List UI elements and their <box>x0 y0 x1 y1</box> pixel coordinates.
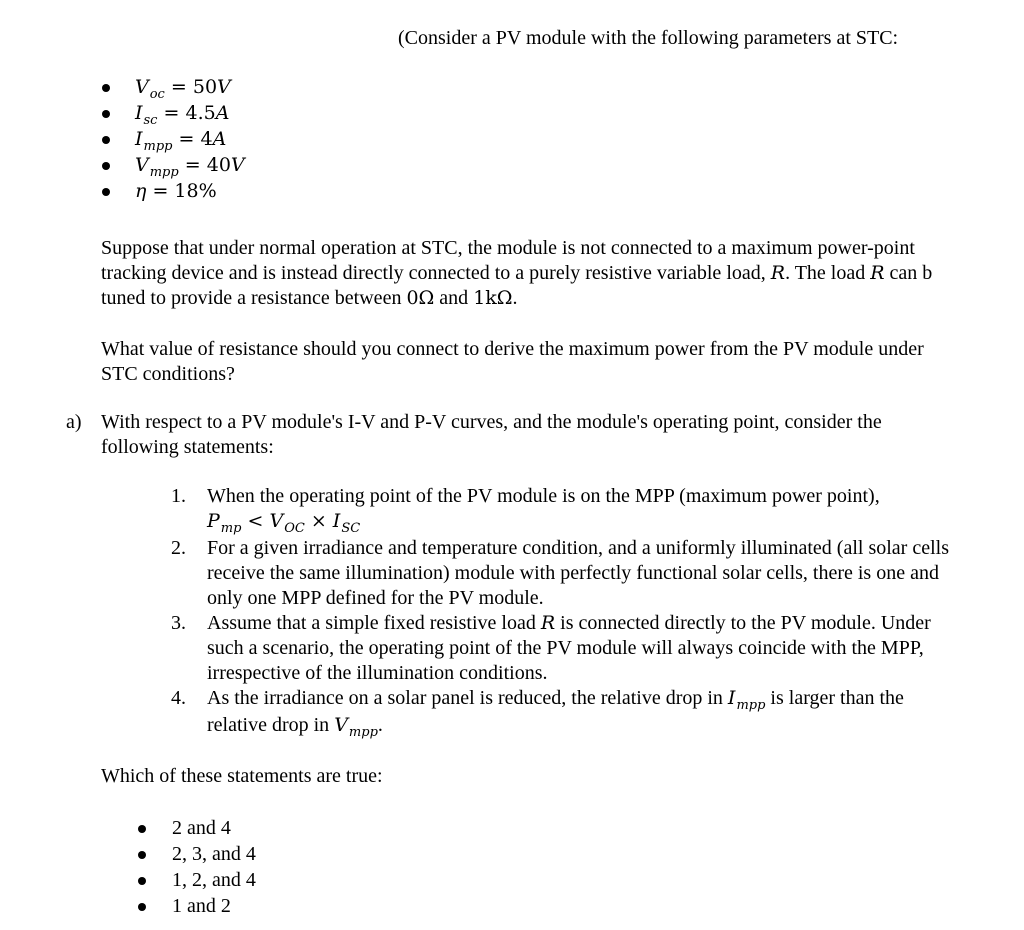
bullet-icon <box>138 825 146 833</box>
bullet-icon <box>102 188 110 196</box>
bullet-icon <box>102 84 110 92</box>
parameter-isc: $I_{sc} = 4.5A$ <box>135 102 230 128</box>
bullet-icon <box>102 162 110 170</box>
question-paragraph: What value of resistance should you connect to derive the maximum power from the PV module under STC conditions? <box>101 338 924 385</box>
scenario-paragraph: Suppose that under normal operation at STC, the module is not connected to a maximum power-point tracking device and is instead directly connected to a purely resistive variable load, R. The load R can b tuned to provide a resistance between 0Ω and 1kΩ. <box>101 237 933 309</box>
bullet-icon <box>102 110 110 118</box>
bullet-icon <box>138 851 146 859</box>
parameter-efficiency: η = 18% <box>135 180 217 202</box>
bullet-icon <box>102 136 110 144</box>
bullet-icon <box>138 903 146 911</box>
statement-4: 4. As the irradiance on a solar panel is reduced, the relative drop in $I_{mpp}$ is larger than the relative drop in $V_{mpp}$. <box>171 687 904 740</box>
question-a-text: With respect to a PV module's I-V and P-V curves, and the module's operating point, consider the following statements: <box>101 411 882 458</box>
intro-text: (Consider a PV module with the following parameters at STC: <box>398 27 899 49</box>
statement-3: 3. Assume that a simple fixed resistive load R is connected directly to the PV module. Under such a scenario, the operating point of the PV module will always coincide with the MPP, irrespective of the illumination conditions. <box>171 612 931 684</box>
statement-1: 1. When the operating point of the PV module is on the MPP (maximum power point), $P_{mp} < V_{OC} \times I_{SC}$ <box>165 484 965 536</box>
parameter-impp: $I_{mpp} = 4A$ <box>135 128 227 154</box>
parameter-vmpp: $V_{mpp} = 40V$ <box>135 154 245 180</box>
statement-list <box>165 484 965 740</box>
parameter-voc: $V_{oc} = 50V$ <box>135 76 231 102</box>
statement-2: 2. For a given irradiance and temperature condition, and a uniformly illuminated (all solar cells receive the same illumination) module with perfectly functional solar cells, there is one and only one MPP defined for the PV module. <box>171 537 949 609</box>
question-a-label: a) <box>66 411 82 433</box>
which-prompt: Which of these statements are true: <box>101 765 383 787</box>
bullet-icon <box>138 877 146 885</box>
statement-1-formula: $P_{mp} < V_{OC} \times I_{SC}$ <box>207 510 361 536</box>
